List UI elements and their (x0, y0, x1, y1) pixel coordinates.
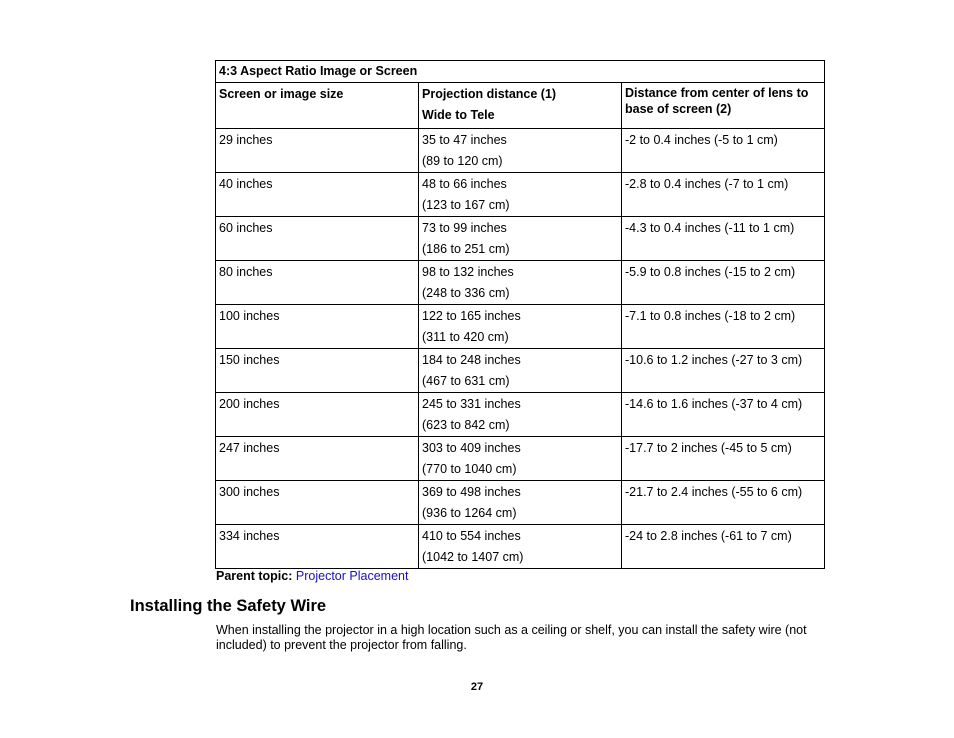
distance-cm: (770 to 1040 cm) (422, 462, 517, 476)
cell-screen-size: 60 inches (216, 217, 419, 261)
distance-cm: (936 to 1264 cm) (422, 506, 517, 520)
projection-distance-table (215, 60, 825, 569)
distance-inches: 369 to 498 inches (422, 485, 521, 499)
cell-screen-size: 200 inches (216, 393, 419, 437)
cell-screen-size: 300 inches (216, 481, 419, 525)
section-heading: Installing the Safety Wire (130, 597, 327, 615)
page-number: 27 (470, 681, 484, 693)
parent-topic-label: Parent topic: (216, 569, 293, 583)
cell-screen-size: 100 inches (216, 305, 419, 349)
table-row (216, 525, 825, 569)
cell-lens-offset: -24 to 2.8 inches (-61 to 7 cm) (622, 525, 825, 569)
distance-inches: 48 to 66 inches (422, 177, 507, 191)
cell-projection-distance (419, 305, 622, 349)
cell-screen-size: 29 inches (216, 129, 419, 173)
cell-screen-size: 247 inches (216, 437, 419, 481)
cell-projection-distance (419, 437, 622, 481)
cell-projection-distance (419, 217, 622, 261)
header-lens-offset: Distance from center of lens to base of screen (2) (622, 83, 825, 129)
distance-cm: (311 to 420 cm) (422, 330, 509, 344)
cell-lens-offset: -4.3 to 0.4 inches (-11 to 1 cm) (622, 217, 825, 261)
distance-inches: 98 to 132 inches (422, 265, 514, 279)
distance-inches: 184 to 248 inches (422, 353, 521, 367)
cell-lens-offset: -17.7 to 2 inches (-45 to 5 cm) (622, 437, 825, 481)
header-projection-distance-line1: Projection distance (1) (422, 87, 557, 101)
table-row (216, 437, 825, 481)
table-row (216, 349, 825, 393)
cell-projection-distance (419, 349, 622, 393)
header-screen-size: Screen or image size (216, 83, 419, 129)
cell-lens-offset: -14.6 to 1.6 inches (-37 to 4 cm) (622, 393, 825, 437)
cell-projection-distance (419, 525, 622, 569)
distance-inches: 245 to 331 inches (422, 397, 521, 411)
cell-lens-offset: -21.7 to 2.4 inches (-55 to 6 cm) (622, 481, 825, 525)
cell-projection-distance (419, 173, 622, 217)
table-row (216, 129, 825, 173)
table-row (216, 217, 825, 261)
table-row (216, 261, 825, 305)
cell-screen-size: 40 inches (216, 173, 419, 217)
cell-lens-offset: -2 to 0.4 inches (-5 to 1 cm) (622, 129, 825, 173)
distance-inches: 303 to 409 inches (422, 441, 521, 455)
cell-lens-offset: -5.9 to 0.8 inches (-15 to 2 cm) (622, 261, 825, 305)
table-row (216, 173, 825, 217)
cell-projection-distance (419, 261, 622, 305)
distance-cm: (89 to 120 cm) (422, 154, 503, 168)
distance-inches: 73 to 99 inches (422, 221, 507, 235)
header-projection-distance (419, 83, 622, 129)
cell-projection-distance (419, 481, 622, 525)
table-title: 4:3 Aspect Ratio Image or Screen (216, 61, 825, 83)
cell-lens-offset: -10.6 to 1.2 inches (-27 to 3 cm) (622, 349, 825, 393)
cell-projection-distance (419, 129, 622, 173)
cell-screen-size: 150 inches (216, 349, 419, 393)
table-row (216, 481, 825, 525)
header-projection-distance-line2: Wide to Tele (422, 108, 495, 122)
distance-cm: (623 to 842 cm) (422, 418, 510, 432)
cell-screen-size: 334 inches (216, 525, 419, 569)
distance-cm: (123 to 167 cm) (422, 198, 510, 212)
cell-projection-distance (419, 393, 622, 437)
distance-cm: (467 to 631 cm) (422, 374, 510, 388)
parent-topic (216, 569, 408, 583)
cell-screen-size: 80 inches (216, 261, 419, 305)
distance-inches: 410 to 554 inches (422, 529, 521, 543)
table-row (216, 393, 825, 437)
cell-lens-offset: -2.8 to 0.4 inches (-7 to 1 cm) (622, 173, 825, 217)
section-body: When installing the projector in a high location such as a ceiling or shelf, you can install the safety wire (not included) to prevent the projector from falling. (216, 623, 807, 652)
cell-lens-offset: -7.1 to 0.8 inches (-18 to 2 cm) (622, 305, 825, 349)
distance-cm: (186 to 251 cm) (422, 242, 510, 256)
distance-cm: (248 to 336 cm) (422, 286, 510, 300)
distance-inches: 35 to 47 inches (422, 133, 507, 147)
distance-cm: (1042 to 1407 cm) (422, 550, 524, 564)
table-header-row (216, 83, 825, 129)
distance-inches: 122 to 165 inches (422, 309, 521, 323)
table-row (216, 305, 825, 349)
parent-topic-link[interactable]: Projector Placement (295, 569, 409, 583)
